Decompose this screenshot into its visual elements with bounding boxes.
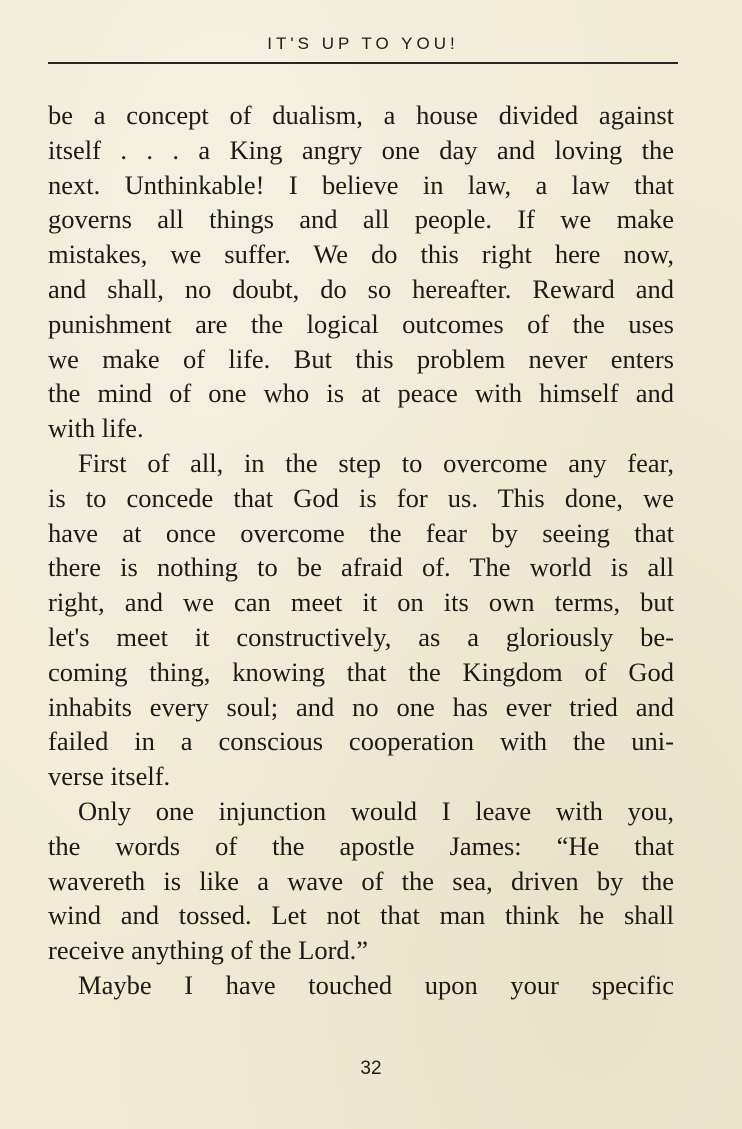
text-line: let's meet it constructively, as a gloriously be- — [48, 621, 674, 652]
text-line: receive anything of the Lord.” — [48, 935, 369, 966]
text-line: right, and we can meet it on its own terms, but — [48, 587, 674, 618]
text-line: and shall, no doubt, do so hereafter. Reward and — [48, 273, 674, 304]
text-line: is to concede that God is for us. This done, we — [48, 482, 674, 513]
header-rule — [48, 62, 678, 64]
text-line: First of all, in the step to overcome any fear, — [78, 447, 674, 478]
text-line: wavereth is like a wave of the sea, driven by the — [48, 865, 674, 896]
text-line: punishment are the logical outcomes of the uses — [48, 308, 674, 339]
running-head: IT'S UP TO YOU! — [267, 34, 459, 53]
page-number: 32 — [360, 1058, 382, 1079]
text-line: there is nothing to be afraid of. The world is all — [48, 552, 674, 583]
text-line: failed in a conscious cooperation with the uni- — [48, 726, 674, 757]
text-line: inhabits every soul; and no one has ever tried and — [48, 691, 674, 722]
text-line: Only one injunction would I leave with you, — [78, 795, 674, 826]
text-line: be a concept of dualism, a house divided against — [48, 100, 674, 130]
text-line: next. Unthinkable! I believe in law, a law that — [48, 169, 674, 200]
text-line: the mind of one who is at peace with himself and — [48, 378, 674, 409]
text-line: itself . . . a King angry one day and loving the — [48, 134, 674, 165]
body-text — [48, 98, 674, 1003]
text-line: the words of the apostle James: “He that — [48, 830, 674, 861]
text-line: verse itself. — [48, 761, 171, 792]
text-line: wind and tossed. Let not that man think he shall — [48, 900, 674, 931]
text-line: Maybe I have touched upon your specific — [78, 969, 674, 1000]
text-line: mistakes, we suffer. We do this right here now, — [48, 239, 674, 270]
text-line: with life. — [48, 413, 144, 444]
text-line: have at once overcome the fear by seeing that — [48, 517, 674, 548]
text-line: we make of life. But this problem never enters — [48, 343, 674, 374]
text-line: governs all things and all people. If we make — [48, 204, 674, 235]
text-line: coming thing, knowing that the Kingdom of God — [48, 656, 674, 687]
